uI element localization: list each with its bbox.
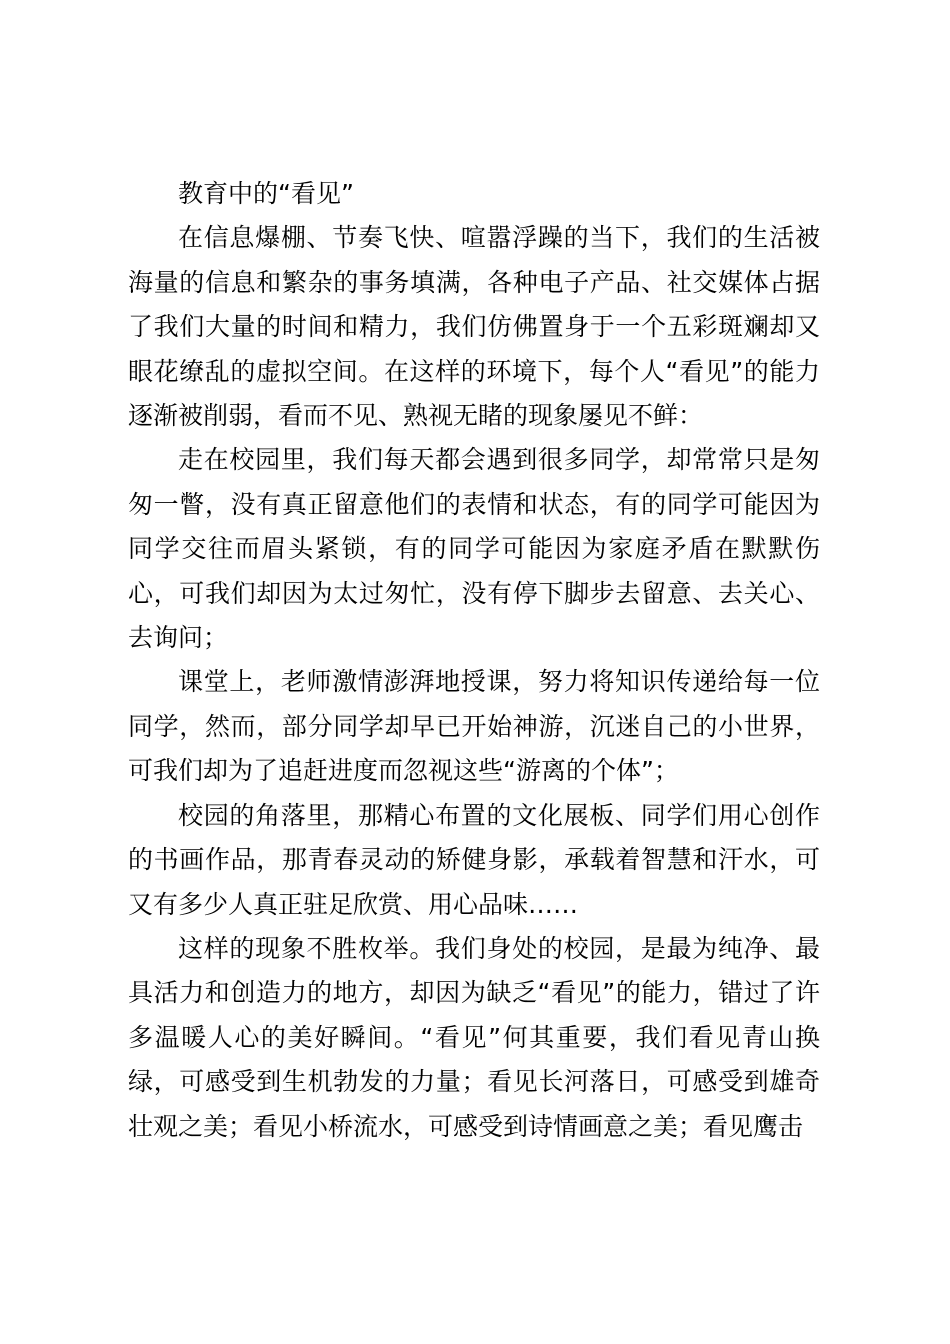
paragraph-1: 在信息爆棚、节奏飞快、喧嚣浮躁的当下，我们的生活被海量的信息和繁杂的事务填满，各种电子产品、社交媒体占据了我们大量的时间和精力，我们仿佛置身于一个五彩斑斓却又眼花缭乱的虚拟空间。在这样的环境下，每个人“看见”的能力逐渐被削弱，看而不见、熟视无睹的现象屡见不鲜： [128,223,820,431]
document-body [128,172,820,1149]
document-title: 教育中的“看见” [178,179,354,208]
paragraph-5: 这样的现象不胜枚举。我们身处的校园，是最为纯净、最具活力和创造力的地方，却因为缺乏“看见”的能力，错过了许多温暖人心的美好瞬间。“看见”何其重要，我们看见青山换绿，可感受到生机勃发的力量；看见长河落日，可感受到雄奇壮观之美；看见小桥流水，可感受到诗情画意之美；看见鹰击 [128,933,820,1141]
paragraph-4: 校园的角落里，那精心布置的文化展板、同学们用心创作的书画作品，那青春灵动的矫健身影，承载着智慧和汗水，可又有多少人真正驻足欣赏、用心品味…… [128,800,820,919]
paragraph-2: 走在校园里，我们每天都会遇到很多同学，却常常只是匆匆一瞥，没有真正留意他们的表情和状态，有的同学可能因为同学交往而眉头紧锁，有的同学可能因为家庭矛盾在默默伤心，可我们却因为太过匆忙，没有停下脚步去留意、去关心、去询问； [128,445,820,653]
paragraph-3: 课堂上，老师激情澎湃地授课，努力将知识传递给每一位同学，然而，部分同学却早已开始神游，沉迷自己的小世界，可我们却为了追赶进度而忽视这些“游离的个体”； [128,667,820,786]
